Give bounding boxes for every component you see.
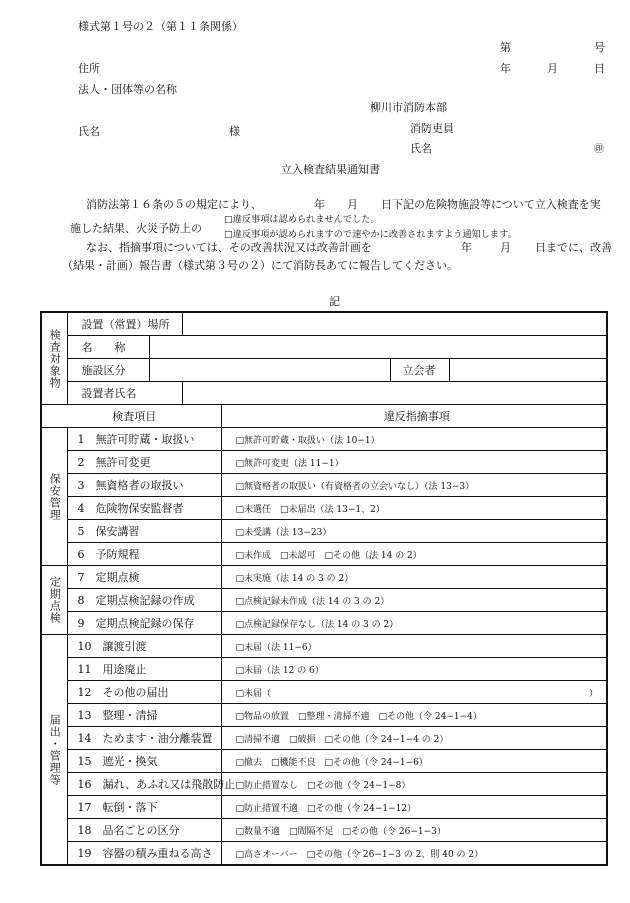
table-row [41,842,607,866]
table-row [41,704,607,727]
issuer-name-label: 氏名 [410,142,432,155]
table-row [41,520,607,543]
item-label: 無資格者の取扱い [95,479,184,492]
item-label: 整理・清掃 [102,709,158,722]
header-inspection-item: 検査項目 [41,405,221,428]
para2-year: 年 [461,241,472,254]
para1-a: 消防法第１６条の５の規定により、 [86,198,262,211]
item-label: 転倒・落下 [102,801,158,814]
table-row [41,658,607,681]
table-row [41,451,607,474]
location-label: 設置（常置）場所 [67,312,182,336]
item-cell [67,612,221,635]
item-number: 4 [77,502,85,515]
item-number: 19 [77,847,92,860]
group-notification-label: 届出・管理等 [41,635,67,866]
para1-month: 月 [347,198,358,211]
item-label: ためます・油分離装置 [102,732,213,745]
para2-month: 月 [500,241,511,254]
item-label: 無許可貯蔵・取扱い [95,433,195,446]
item-number: 14 [77,732,92,745]
item-cell [67,566,221,589]
item-label: 定期点検記録の作成 [95,594,195,607]
violation-cell[interactable]: □点検記録未作成（法 14 の 3 の 2） [221,589,607,612]
target-row-name [41,336,607,359]
table-header-row [41,405,607,428]
item-number: 10 [77,640,92,653]
item-label: 譲渡引渡 [102,640,147,653]
violation-cell[interactable] [221,681,607,704]
address-label: 住所 [78,62,100,75]
item-label: 遮光・換気 [102,755,158,768]
item-number: 8 [77,594,85,607]
table-row [41,428,607,451]
violation-cell[interactable]: □未選任 □未届出（法 13−1、2） [221,497,607,520]
violation-cell[interactable]: □未作成 □未認可 □その他（法 14 の 2） [221,543,607,566]
doc-no-prefix: 第 [500,41,511,54]
item-number: 15 [77,755,92,768]
item-cell [67,819,221,842]
doc-no-suffix: 号 [594,41,605,54]
item-label: 危険物保安監督者 [95,502,184,515]
item-number: 18 [77,824,92,837]
issuer-org: 柳川市消防本部 [370,101,447,114]
item-cell [67,704,221,727]
item-number: 2 [77,456,85,469]
violation-cell[interactable]: □無許可変更（法 11−1） [221,451,607,474]
target-row-location [41,312,607,336]
violation-cell[interactable]: □未受講（法 13−23） [221,520,607,543]
item-label: その他の届出 [102,686,169,699]
document-title: 立入検査結果通知書 [281,163,380,176]
para1-year: 年 [314,198,325,211]
table-row [41,589,607,612]
table-row [41,681,607,704]
facility-name-field[interactable] [149,336,607,359]
item-number: 16 [77,778,92,791]
name-label: 氏名 [78,125,100,138]
item-number: 5 [77,525,85,538]
item-label: 無許可変更 [95,456,151,469]
item-cell [67,543,221,566]
witness-field[interactable] [449,359,607,382]
violation-cell[interactable]: □防止措置なし □その他（令 24−1−8） [221,773,607,796]
violation-cell[interactable]: □無資格者の取扱い（有資格者の立会いなし）（法 13−3） [221,474,607,497]
table-row [41,474,607,497]
item-label: 容器の積み重ねる高さ [102,847,213,860]
table-row [41,497,607,520]
facility-category-field[interactable] [149,359,390,382]
violation-cell[interactable]: □防止措置不適 □その他（令 24−1−12） [221,796,607,819]
para2-c: （結果・計画）報告書（様式第３号の２）にて消防長あてに報告してください。 [62,259,458,272]
item-number: 7 [77,571,85,584]
group-security-label: 保安管理 [41,428,67,566]
item-cell [67,428,221,451]
item-number: 3 [77,479,85,492]
table-row [41,819,607,842]
violation-text: □未届（ [235,688,272,699]
form-number: 様式第１号の２（第１１条関係） [78,20,243,33]
para1-c: 施した結果、火災予防上の [70,222,202,235]
target-row-facility [41,359,607,382]
item-number: 12 [77,686,92,699]
violation-cell[interactable]: □撤去 □機能不良 □その他（令 24−1−6） [221,750,607,773]
table-row [41,727,607,750]
item-number: 9 [77,617,85,630]
violation-cell[interactable]: □物品の放置 □整理・清掃不適 □その他（令 24−1−4） [221,704,607,727]
para2-b: 日までに、改善 [535,241,612,254]
violation-cell[interactable]: □未実施（法 14 の 3 の 2） [221,566,607,589]
facility-name-label: 名 称 [67,336,149,359]
item-number: 1 [77,433,85,446]
item-number: 17 [77,801,92,814]
target-row-owner [41,382,607,405]
violation-cell[interactable]: □数量不適 □間隔不足 □その他（令 26−1−3） [221,819,607,842]
owner-name-field[interactable] [182,382,607,405]
item-cell [67,842,221,866]
item-cell [67,750,221,773]
target-section-label: 検査対象物 [41,312,67,405]
table-row [41,750,607,773]
option-no-violation: □違反事項は認められませんでした。 [224,214,380,225]
header-violation: 違反指摘事項 [221,405,607,428]
honorific: 様 [229,125,240,138]
inspection-table [40,311,608,866]
witness-label: 立会者 [390,359,449,382]
violation-close-paren: ） [589,688,599,699]
item-label: 漏れ、あふれ又は飛散防止 [102,778,236,791]
item-cell [67,497,221,520]
item-cell [67,520,221,543]
violation-cell[interactable]: □高さオーバー □その他（令 26−1−3 の 2、則 40 の 2） [221,842,607,866]
item-cell [67,635,221,658]
item-cell [67,589,221,612]
violation-cell[interactable]: □無許可貯蔵・取扱い（法 10−1） [221,428,607,451]
table-row [41,612,607,635]
option-violation: □違反事項が認められますので速やかに改善されますよう通知します。 [224,229,517,240]
location-field[interactable] [182,312,607,336]
table-row [41,796,607,819]
item-cell [67,658,221,681]
item-number: 11 [77,663,92,676]
violation-cell[interactable]: □未届（法 11−6） [221,635,607,658]
facility-category-label: 施設区分 [67,359,149,382]
violation-cell[interactable]: □点検記録保存なし（法 14 の 3 の 2） [221,612,607,635]
date-day: 日 [594,62,605,75]
group-periodic-label: 定期点検 [41,566,67,635]
item-label: 定期点検記録の保存 [95,617,195,630]
item-cell [67,681,221,704]
item-number: 6 [77,548,85,561]
violation-cell[interactable]: □未届（法 12 の 6） [221,658,607,681]
issuer-title: 消防吏員 [410,122,454,135]
org-label: 法人・団体等の名称 [78,83,177,96]
item-label: 品名ごとの区分 [102,824,180,837]
item-cell [67,773,236,796]
date-month: 月 [547,62,558,75]
owner-name-label: 設置者氏名 [67,382,182,405]
item-cell [67,727,221,750]
item-cell [67,451,221,474]
table-row [41,566,607,589]
item-label: 保安講習 [95,525,140,538]
seal-mark: ㊞ [594,144,604,155]
table-row [41,635,607,658]
item-label: 予防規程 [95,548,140,561]
item-label: 用途廃止 [102,663,147,676]
table-row [41,773,607,796]
item-label: 定期点検 [95,571,140,584]
date-year: 年 [500,62,511,75]
item-cell [67,474,221,497]
para1-b: 日下記の危険物施設等について立入検査を実 [381,198,601,211]
violation-cell[interactable]: □清掃不適 □破損 □その他（令 24−1−4 の 2） [221,727,607,750]
para2-a: なお、指摘事項については、その改善状況又は改善計画を [86,241,372,254]
item-cell [67,796,221,819]
ki-label: 記 [329,295,340,308]
table-row [41,543,607,566]
item-number: 13 [77,709,92,722]
